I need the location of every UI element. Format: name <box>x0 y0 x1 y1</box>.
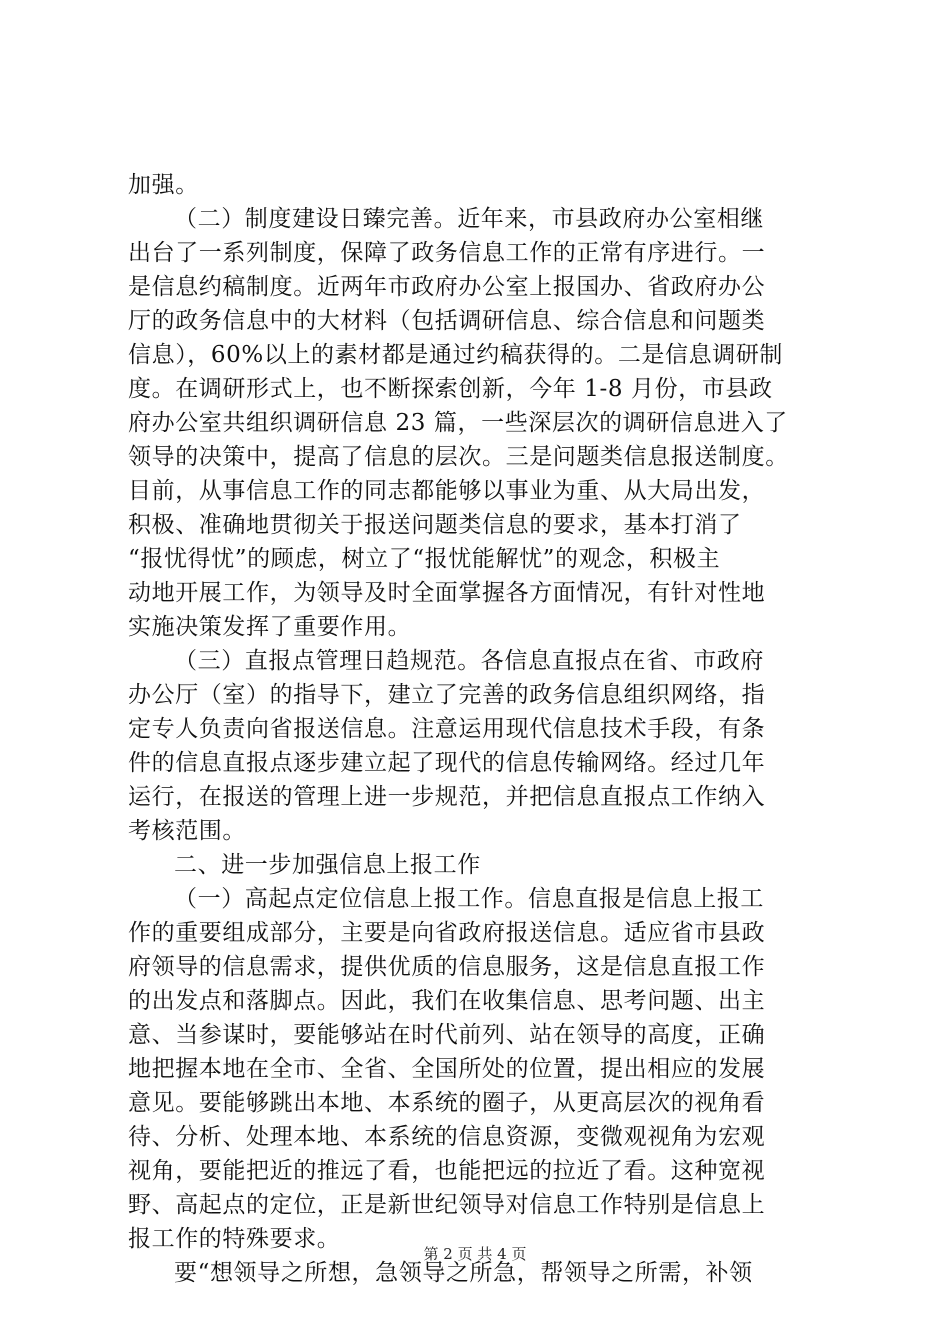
text-line: 办公厅（室）的指导下，建立了完善的政务信息组织网络，指 <box>128 682 766 708</box>
text-line: 地把握本地在全市、全省、全国所处的位置，提出相应的发展 <box>128 1056 766 1082</box>
text-line: 积极、准确地贯彻关于报送问题类信息的要求，基本打消了 <box>128 512 742 538</box>
text-line: 度。在调研形式上，也不断探索创新，今年 1-8 月份，市县政 <box>128 376 773 402</box>
text-line: 野、高起点的定位，正是新世纪领导对信息工作特别是信息上 <box>128 1192 766 1218</box>
section-heading: 二、进一步加强信息上报工作 <box>174 852 481 878</box>
text-line: 待、分析、处理本地、本系统的信息资源，变微观视角为宏观 <box>128 1124 766 1150</box>
text-line: 意、当参谋时，要能够站在时代前列、站在领导的高度，正确 <box>128 1022 766 1048</box>
text-line: 是信息约稿制度。近两年市政府办公室上报国办、省政府办公 <box>128 274 766 300</box>
text-line: 定专人负责向省报送信息。注意运用现代信息技术手段，有条 <box>128 716 766 742</box>
text-line: （一）高起点定位信息上报工作。信息直报是信息上报工 <box>174 886 764 912</box>
text-line: （三）直报点管理日趋规范。各信息直报点在省、市政府 <box>174 648 764 674</box>
text-line: “报忧得忧”的顾虑，树立了“报忧能解忧”的观念，积极主 <box>128 546 721 572</box>
page-number-label: 第 2 页 共 4 页 <box>423 1245 527 1263</box>
text-line: 意见。要能够跳出本地、本系统的圈子，从更高层次的视角看 <box>128 1090 766 1116</box>
text-line: 动地开展工作，为领导及时全面掌握各方面情况，有针对性地 <box>128 580 766 606</box>
text-line: 的出发点和落脚点。因此，我们在收集信息、思考问题、出主 <box>128 988 766 1014</box>
text-line: 运行，在报送的管理上进一步规范，并把信息直报点工作纳入 <box>128 784 766 810</box>
document-body <box>128 168 828 1290</box>
text-line: 考核范围。 <box>128 818 246 844</box>
text-line: 要“想领导之所想，急领导之所急，帮领导之所需，补领 <box>174 1260 753 1286</box>
text-line: 报工作的特殊要求。 <box>128 1226 341 1252</box>
text-line: （二）制度建设日臻完善。近年来，市县政府办公室相继 <box>174 206 764 232</box>
text-line: 府办公室共组织调研信息 23 篇，一些深层次的调研信息进入了 <box>128 410 788 436</box>
text-line: 视角，要能把近的推远了看，也能把远的拉近了看。这种宽视 <box>128 1158 766 1184</box>
text-line: 厅的政务信息中的大材料（包括调研信息、综合信息和问题类 <box>128 308 766 334</box>
text-line: 领导的决策中，提高了信息的层次。三是问题类信息报送制度。 <box>128 444 789 470</box>
text-line: 目前，从事信息工作的同志都能够以事业为重、从大局出发， <box>128 478 766 504</box>
text-line: 加强。 <box>128 172 199 198</box>
text-line: 出台了一系列制度，保障了政务信息工作的正常有序进行。一 <box>128 240 766 266</box>
text-line: 作的重要组成部分，主要是向省政府报送信息。适应省市县政 <box>128 920 766 946</box>
text-line: 件的信息直报点逐步建立起了现代的信息传输网络。经过几年 <box>128 750 766 776</box>
page-footer <box>0 1244 950 1264</box>
text-line: 实施决策发挥了重要作用。 <box>128 614 412 640</box>
text-line: 信息），60%以上的素材都是通过约稿获得的。二是信息调研制 <box>128 342 784 368</box>
text-line: 府领导的信息需求，提供优质的信息服务，这是信息直报工作 <box>128 954 766 980</box>
